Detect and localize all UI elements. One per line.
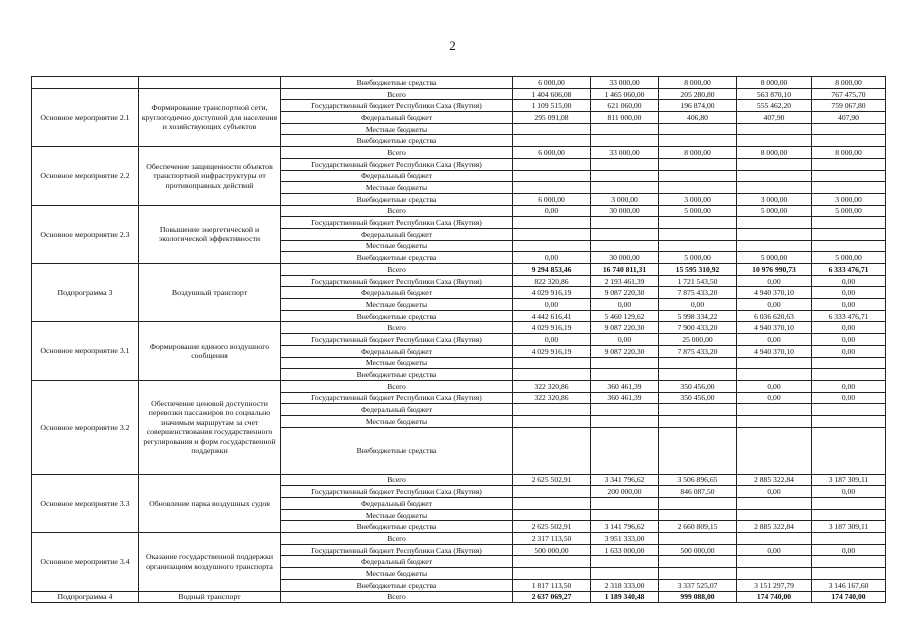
- funding-source-cell: Всего: [281, 533, 513, 545]
- funding-source-cell: Местные бюджеты: [281, 357, 513, 369]
- funding-source-cell: Государственный бюджет Республики Саха (Якутия): [281, 544, 513, 556]
- amount-cell: 9 087 220,30: [591, 322, 659, 334]
- amount-cell: [513, 217, 591, 229]
- amount-cell: 1 109 515,00: [513, 100, 591, 112]
- amount-cell: 5 000,00: [659, 205, 737, 217]
- program-code-cell: Подпрограмма 3: [32, 264, 139, 322]
- amount-cell: [659, 533, 737, 545]
- funding-source-cell: Внебюджетные средства: [281, 579, 513, 591]
- amount-cell: [513, 135, 591, 147]
- funding-source-cell: Государственный бюджет Республики Саха (Якутия): [281, 275, 513, 287]
- budget-table: [31, 76, 886, 603]
- amount-cell: 322 320,86: [513, 380, 591, 392]
- amount-cell: [737, 568, 812, 580]
- amount-cell: 5 998 334,22: [659, 310, 737, 322]
- amount-cell: 846 087,50: [659, 486, 737, 498]
- amount-cell: [591, 135, 659, 147]
- amount-cell: [812, 240, 886, 252]
- amount-cell: 4 940 370,10: [737, 287, 812, 299]
- amount-cell: [737, 240, 812, 252]
- amount-cell: 0,00: [513, 205, 591, 217]
- amount-cell: [591, 509, 659, 521]
- name-cell: [139, 77, 281, 89]
- amount-cell: [812, 182, 886, 194]
- program-name-cell: Обновление парка воздушных судов: [139, 474, 281, 532]
- amount-cell: [812, 498, 886, 510]
- amount-cell: 4 029 916,19: [513, 322, 591, 334]
- amount-cell: 0,00: [737, 486, 812, 498]
- program-code-cell: Основное мероприятие 3.1: [32, 322, 139, 380]
- funding-source-cell: Местные бюджеты: [281, 123, 513, 135]
- amount-cell: 8 000,00: [737, 147, 812, 159]
- funding-source-cell: Всего: [281, 474, 513, 486]
- amount-cell: 8 000,00: [737, 77, 812, 89]
- amount-cell: 407,90: [737, 112, 812, 124]
- table-row: [32, 147, 886, 159]
- amount-cell: [513, 170, 591, 182]
- amount-cell: 1 404 606,08: [513, 88, 591, 100]
- amount-cell: 3 000,00: [812, 193, 886, 205]
- amount-cell: [737, 170, 812, 182]
- amount-cell: [659, 415, 737, 427]
- amount-cell: 0,00: [513, 334, 591, 346]
- program-code-cell: Основное мероприятие 2.3: [32, 205, 139, 263]
- amount-cell: [812, 357, 886, 369]
- amount-cell: 174 740,00: [812, 591, 886, 603]
- amount-cell: 8 000,00: [812, 147, 886, 159]
- amount-cell: [737, 427, 812, 474]
- amount-cell: [812, 568, 886, 580]
- funding-source-cell: Внебюджетные средства: [281, 252, 513, 264]
- funding-source-cell: Внебюджетные средства: [281, 193, 513, 205]
- funding-source-cell: Государственный бюджет Республики Саха (Якутия): [281, 100, 513, 112]
- amount-cell: 6 036 620,63: [737, 310, 812, 322]
- amount-cell: [737, 182, 812, 194]
- amount-cell: 0,00: [659, 299, 737, 311]
- table-row: [32, 533, 886, 545]
- amount-cell: [513, 240, 591, 252]
- amount-cell: [513, 427, 591, 474]
- funding-source-cell: Федеральный бюджет: [281, 112, 513, 124]
- funding-source-cell: Государственный бюджет Республики Саха (Якутия): [281, 158, 513, 170]
- amount-cell: [513, 182, 591, 194]
- amount-cell: 2 625 502,91: [513, 474, 591, 486]
- amount-cell: [737, 357, 812, 369]
- amount-cell: 0,00: [737, 275, 812, 287]
- amount-cell: [659, 240, 737, 252]
- amount-cell: [659, 217, 737, 229]
- amount-cell: [591, 240, 659, 252]
- program-code-cell: Основное мероприятие 2.1: [32, 88, 139, 146]
- amount-cell: [513, 228, 591, 240]
- amount-cell: 0,00: [737, 299, 812, 311]
- funding-source-cell: Всего: [281, 380, 513, 392]
- funding-source-cell: Всего: [281, 264, 513, 276]
- table-row: [32, 322, 886, 334]
- amount-cell: 3 951 333,00: [591, 533, 659, 545]
- amount-cell: [737, 509, 812, 521]
- amount-cell: 4 029 916,19: [513, 287, 591, 299]
- amount-cell: [737, 135, 812, 147]
- amount-cell: 0,00: [591, 299, 659, 311]
- amount-cell: [659, 498, 737, 510]
- funding-source-cell: Местные бюджеты: [281, 182, 513, 194]
- amount-cell: 0,00: [812, 334, 886, 346]
- funding-source-cell: Внебюджетные средства: [281, 521, 513, 533]
- amount-cell: [513, 568, 591, 580]
- amount-cell: 9 087 220,30: [591, 287, 659, 299]
- amount-cell: 0,00: [812, 299, 886, 311]
- amount-cell: [513, 498, 591, 510]
- amount-cell: 3 146 167,60: [812, 579, 886, 591]
- amount-cell: [513, 404, 591, 416]
- amount-cell: 30 000,00: [591, 205, 659, 217]
- program-code-cell: Основное мероприятие 3.3: [32, 474, 139, 532]
- amount-cell: [659, 182, 737, 194]
- amount-cell: 1 633 000,00: [591, 544, 659, 556]
- amount-cell: 205 280,80: [659, 88, 737, 100]
- funding-source-cell: Всего: [281, 147, 513, 159]
- program-name-cell: Формирование единого воздушного сообщения: [139, 322, 281, 380]
- amount-cell: 0,00: [812, 345, 886, 357]
- amount-cell: 3 187 309,11: [812, 521, 886, 533]
- amount-cell: [591, 556, 659, 568]
- program-name-cell: Обеспечение защищенности объектов транспортной инфраструктуры от противоправных действий: [139, 147, 281, 205]
- amount-cell: 0,00: [737, 380, 812, 392]
- funding-source-cell: Государственный бюджет Республики Саха (Якутия): [281, 217, 513, 229]
- amount-cell: 25 000,00: [659, 334, 737, 346]
- funding-source-cell: Федеральный бюджет: [281, 556, 513, 568]
- amount-cell: 2 193 461,39: [591, 275, 659, 287]
- amount-cell: 822 320,86: [513, 275, 591, 287]
- amount-cell: [812, 509, 886, 521]
- program-code-cell: Основное мероприятие 3.4: [32, 533, 139, 591]
- amount-cell: 2 660 809,15: [659, 521, 737, 533]
- amount-cell: 3 341 796,62: [591, 474, 659, 486]
- amount-cell: 1 721 543,50: [659, 275, 737, 287]
- amount-cell: [737, 533, 812, 545]
- amount-cell: 7 900 433,20: [659, 322, 737, 334]
- amount-cell: [591, 427, 659, 474]
- amount-cell: 9 087 220,30: [591, 345, 659, 357]
- amount-cell: 8 000,00: [659, 77, 737, 89]
- amount-cell: 3 000,00: [591, 193, 659, 205]
- amount-cell: [812, 170, 886, 182]
- amount-cell: 500 000,00: [513, 544, 591, 556]
- amount-cell: 3 151 297,79: [737, 579, 812, 591]
- amount-cell: 1 465 060,00: [591, 88, 659, 100]
- amount-cell: 759 067,80: [812, 100, 886, 112]
- amount-cell: [513, 556, 591, 568]
- amount-cell: [659, 135, 737, 147]
- amount-cell: [659, 509, 737, 521]
- program-name-cell: Воздушный транспорт: [139, 264, 281, 322]
- amount-cell: [737, 158, 812, 170]
- program-name-cell: Оказание государственной поддержки организациям воздушного транспорта: [139, 533, 281, 591]
- amount-cell: 3 187 309,11: [812, 474, 886, 486]
- amount-cell: 3 337 525,07: [659, 579, 737, 591]
- amount-cell: [737, 415, 812, 427]
- amount-cell: 5 000,00: [812, 205, 886, 217]
- funding-source-cell: Внебюджетные средства: [281, 135, 513, 147]
- funding-source-cell: Местные бюджеты: [281, 509, 513, 521]
- amount-cell: 0,00: [812, 486, 886, 498]
- amount-cell: 360 461,39: [591, 392, 659, 404]
- funding-source-cell: Внебюджетные средства: [281, 77, 513, 89]
- amount-cell: [591, 568, 659, 580]
- amount-cell: 6 333 476,71: [812, 264, 886, 276]
- amount-cell: 3 506 896,65: [659, 474, 737, 486]
- amount-cell: 322 320,86: [513, 392, 591, 404]
- amount-cell: 0,00: [737, 334, 812, 346]
- amount-cell: [812, 217, 886, 229]
- amount-cell: [513, 486, 591, 498]
- funding-source-cell: Местные бюджеты: [281, 568, 513, 580]
- amount-cell: 7 875 433,20: [659, 287, 737, 299]
- amount-cell: 0,00: [812, 287, 886, 299]
- funding-source-cell: Всего: [281, 322, 513, 334]
- amount-cell: 767 475,70: [812, 88, 886, 100]
- amount-cell: [513, 369, 591, 381]
- amount-cell: 621 060,00: [591, 100, 659, 112]
- amount-cell: 5 460 129,62: [591, 310, 659, 322]
- amount-cell: 2 317 113,50: [513, 533, 591, 545]
- amount-cell: [659, 228, 737, 240]
- amount-cell: [812, 158, 886, 170]
- amount-cell: [591, 182, 659, 194]
- amount-cell: 4 442 616,41: [513, 310, 591, 322]
- amount-cell: [513, 415, 591, 427]
- amount-cell: 0,00: [513, 252, 591, 264]
- amount-cell: 0,00: [513, 299, 591, 311]
- amount-cell: 30 000,00: [591, 252, 659, 264]
- amount-cell: [812, 228, 886, 240]
- amount-cell: 6 000,00: [513, 193, 591, 205]
- amount-cell: 196 874,00: [659, 100, 737, 112]
- amount-cell: [659, 158, 737, 170]
- amount-cell: 0,00: [737, 392, 812, 404]
- amount-cell: [812, 369, 886, 381]
- amount-cell: 33 000,00: [591, 147, 659, 159]
- amount-cell: [659, 568, 737, 580]
- amount-cell: 8 000,00: [659, 147, 737, 159]
- amount-cell: 1 189 340,48: [591, 591, 659, 603]
- amount-cell: 0,00: [812, 322, 886, 334]
- amount-cell: 406,80: [659, 112, 737, 124]
- amount-cell: [513, 158, 591, 170]
- amount-cell: [737, 123, 812, 135]
- amount-cell: [737, 369, 812, 381]
- amount-cell: 0,00: [812, 544, 886, 556]
- amount-cell: 360 461,39: [591, 380, 659, 392]
- program-name-cell: Повышение энергетической и экологической эффективности: [139, 205, 281, 263]
- amount-cell: [812, 135, 886, 147]
- funding-source-cell: Местные бюджеты: [281, 415, 513, 427]
- funding-source-cell: Внебюджетные средства: [281, 369, 513, 381]
- amount-cell: [591, 415, 659, 427]
- amount-cell: 5 000,00: [737, 205, 812, 217]
- table-row: [32, 380, 886, 392]
- amount-cell: 999 088,00: [659, 591, 737, 603]
- funding-source-cell: Внебюджетные средства: [281, 427, 513, 474]
- table-row: [32, 591, 886, 603]
- amount-cell: 174 740,00: [737, 591, 812, 603]
- amount-cell: [812, 415, 886, 427]
- amount-cell: 555 462,20: [737, 100, 812, 112]
- amount-cell: [591, 404, 659, 416]
- funding-source-cell: Федеральный бюджет: [281, 170, 513, 182]
- amount-cell: 1 817 113,50: [513, 579, 591, 591]
- amount-cell: 4 940 370,10: [737, 345, 812, 357]
- amount-cell: [591, 498, 659, 510]
- funding-source-cell: Всего: [281, 88, 513, 100]
- amount-cell: [659, 170, 737, 182]
- amount-cell: 15 595 310,92: [659, 264, 737, 276]
- funding-source-cell: Государственный бюджет Республики Саха (Якутия): [281, 486, 513, 498]
- amount-cell: 6 333 476,71: [812, 310, 886, 322]
- amount-cell: 4 029 916,19: [513, 345, 591, 357]
- amount-cell: [737, 217, 812, 229]
- amount-cell: 16 740 811,31: [591, 264, 659, 276]
- amount-cell: 3 000,00: [659, 193, 737, 205]
- amount-cell: 7 875 433,20: [659, 345, 737, 357]
- amount-cell: [737, 556, 812, 568]
- table-row: [32, 88, 886, 100]
- amount-cell: [591, 217, 659, 229]
- funding-source-cell: Всего: [281, 205, 513, 217]
- funding-source-cell: Местные бюджеты: [281, 240, 513, 252]
- amount-cell: 2 885 322,84: [737, 474, 812, 486]
- amount-cell: [812, 404, 886, 416]
- amount-cell: 500 000,00: [659, 544, 737, 556]
- amount-cell: [659, 427, 737, 474]
- amount-cell: 6 000,00: [513, 77, 591, 89]
- amount-cell: [591, 170, 659, 182]
- amount-cell: [659, 404, 737, 416]
- amount-cell: [591, 158, 659, 170]
- page-number: 2: [449, 38, 456, 53]
- amount-cell: 2 885 322,84: [737, 521, 812, 533]
- amount-cell: 0,00: [812, 392, 886, 404]
- amount-cell: [812, 123, 886, 135]
- amount-cell: 563 870,10: [737, 88, 812, 100]
- amount-cell: 3 000,00: [737, 193, 812, 205]
- funding-source-cell: Федеральный бюджет: [281, 228, 513, 240]
- program-code-cell: Основное мероприятие 3.2: [32, 380, 139, 474]
- funding-source-cell: Федеральный бюджет: [281, 404, 513, 416]
- amount-cell: [513, 123, 591, 135]
- amount-cell: 5 000,00: [812, 252, 886, 264]
- amount-cell: 0,00: [812, 380, 886, 392]
- program-name-cell: Формирование транспортной сети, круглогодично доступной для населения и хозяйствующих субъектов: [139, 88, 281, 146]
- amount-cell: 2 318 333,00: [591, 579, 659, 591]
- amount-cell: 8 000,00: [812, 77, 886, 89]
- amount-cell: 295 091,08: [513, 112, 591, 124]
- amount-cell: [659, 369, 737, 381]
- funding-source-cell: Местные бюджеты: [281, 299, 513, 311]
- amount-cell: 350 456,00: [659, 380, 737, 392]
- budget-table-body: [32, 77, 886, 603]
- code-cell: [32, 77, 139, 89]
- amount-cell: 0,00: [812, 275, 886, 287]
- amount-cell: [737, 228, 812, 240]
- amount-cell: 0,00: [591, 334, 659, 346]
- amount-cell: 0,00: [737, 544, 812, 556]
- amount-cell: 2 625 502,91: [513, 521, 591, 533]
- funding-source-cell: Федеральный бюджет: [281, 345, 513, 357]
- amount-cell: [591, 357, 659, 369]
- amount-cell: 3 141 796,62: [591, 521, 659, 533]
- amount-cell: 6 000,00: [513, 147, 591, 159]
- amount-cell: 33 000,00: [591, 77, 659, 89]
- amount-cell: 5 000,00: [737, 252, 812, 264]
- table-row: [32, 474, 886, 486]
- amount-cell: [812, 533, 886, 545]
- amount-cell: [591, 369, 659, 381]
- amount-cell: [659, 357, 737, 369]
- funding-source-cell: Государственный бюджет Республики Саха (Якутия): [281, 334, 513, 346]
- amount-cell: [513, 509, 591, 521]
- table-row: [32, 264, 886, 276]
- funding-source-cell: Государственный бюджет Республики Саха (Якутия): [281, 392, 513, 404]
- amount-cell: [659, 123, 737, 135]
- amount-cell: 4 940 370,10: [737, 322, 812, 334]
- amount-cell: 200 000,00: [591, 486, 659, 498]
- funding-source-cell: Федеральный бюджет: [281, 287, 513, 299]
- amount-cell: [737, 498, 812, 510]
- funding-source-cell: Внебюджетные средства: [281, 310, 513, 322]
- amount-cell: [812, 427, 886, 474]
- amount-cell: [737, 404, 812, 416]
- amount-cell: 350 456,00: [659, 392, 737, 404]
- amount-cell: 9 294 853,46: [513, 264, 591, 276]
- amount-cell: [812, 556, 886, 568]
- table-row: [32, 205, 886, 217]
- amount-cell: 5 000,00: [659, 252, 737, 264]
- amount-cell: [591, 228, 659, 240]
- funding-source-cell: Всего: [281, 591, 513, 603]
- amount-cell: [659, 556, 737, 568]
- funding-source-cell: Федеральный бюджет: [281, 498, 513, 510]
- amount-cell: 407,90: [812, 112, 886, 124]
- table-row: [32, 77, 886, 89]
- program-name-cell: Водный транспорт: [139, 591, 281, 603]
- program-code-cell: Подпрограмма 4: [32, 591, 139, 603]
- program-name-cell: Обеспечение ценовой доступности перевозки пассажиров по социально значимым маршрутам за счет совершенствования государственного регулирования и форм государственной поддержки: [139, 380, 281, 474]
- amount-cell: [591, 123, 659, 135]
- budget-table-wrapper: [31, 76, 869, 603]
- amount-cell: 811 000,00: [591, 112, 659, 124]
- program-code-cell: Основное мероприятие 2.2: [32, 147, 139, 205]
- amount-cell: 10 976 990,73: [737, 264, 812, 276]
- amount-cell: 2 637 069,27: [513, 591, 591, 603]
- amount-cell: [513, 357, 591, 369]
